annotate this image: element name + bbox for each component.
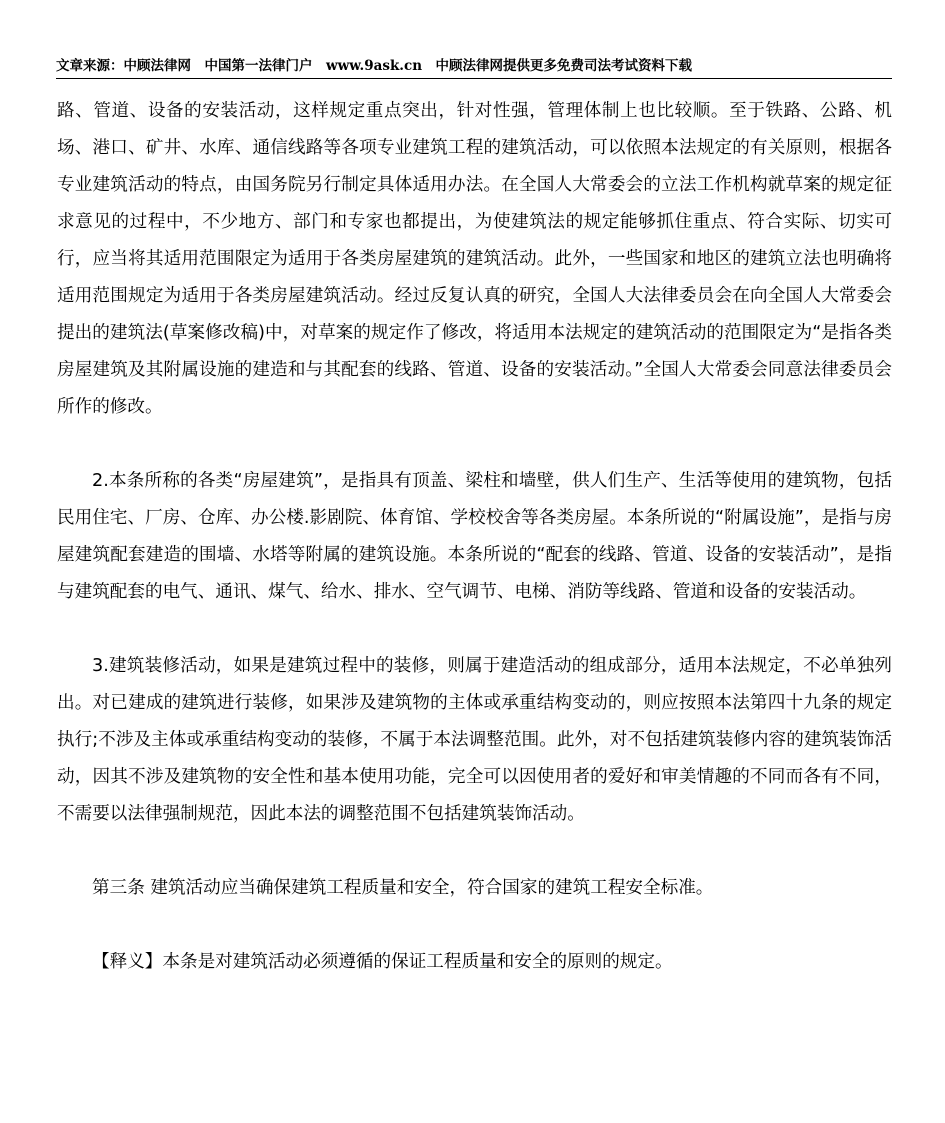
document-body — [57, 93, 892, 981]
source-attribution-text: 文章来源：中顾法律网 中国第一法律门户 www.9ask.cn 中顾法律网提供更多免费司法考试资料下载 — [56, 58, 693, 74]
page-header — [56, 56, 892, 79]
paragraph-gap — [57, 611, 892, 648]
paragraph-continuation: 路、管道、设备的安装活动，这样规定重点突出，针对性强，管理体制上也比较顺。至于铁路、公路、机场、港口、矿井、水库、通信线路等各项专业建筑工程的建筑活动，可以依照本法规定的有关原则，根据各专业建筑活动的特点，由国务院另行制定具体适用办法。在全国人大常委会的立法工作机构就草案的规定征求意见的过程中，不少地方、部门和专家也都提出，为使建筑法的规定能够抓住重点、符合实际、切实可行，应当将其适用范围限定为适用于各类房屋建筑的建筑活动。此外，一些国家和地区的建筑立法也明确将适用范围规定为适用于各类房屋建筑活动。经过反复认真的研究，全国人大法律委员会在向全国人大常委会提出的建筑法(草案修改稿)中，对草案的规定作了修改，将适用本法规定的建筑活动的范围限定为“是指各类房屋建筑及其附属设施的建造和与其配套的线路、管道、设备的安装活动。”全国人大常委会同意法律委员会所作的修改。 — [57, 101, 892, 417]
paragraph-item-3: 3.建筑装修活动，如果是建筑过程中的装修，则属于建造活动的组成部分，适用本法规定，不必单独列出。对已建成的建筑进行装修，如果涉及建筑物的主体或承重结构变动的，则应按照本法第四十九条的规定执行;不涉及主体或承重结构变动的装修，不属于本法调整范围。此外，对不包括建筑装修内容的建筑装饰活动，因其不涉及建筑物的安全性和基本使用功能，完全可以因使用者的爱好和审美情趣的不同而各有不同，不需要以法律强制规范，因此本法的调整范围不包括建筑装饰活动。 — [57, 656, 892, 824]
paragraph-gap — [57, 833, 892, 870]
paragraph-gap — [57, 426, 892, 463]
paragraph-gap — [57, 907, 892, 944]
article-three-interpretation: 【释义】本条是对建筑活动必须遵循的保证工程质量和安全的原则的规定。 — [92, 952, 673, 972]
article-three: 第三条 建筑活动应当确保建筑工程质量和安全，符合国家的建筑工程安全标准。 — [92, 878, 714, 898]
paragraph-item-2: 2.本条所称的各类“房屋建筑”，是指具有顶盖、梁柱和墙壁，供人们生产、生活等使用的建筑物，包括民用住宅、厂房、仓库、办公楼.影剧院、体育馆、学校校舍等各类房屋。本条所说的“附属设施”，是指与房屋建筑配套建造的围墙、水塔等附属的建筑设施。本条所说的“配套的线路、管道、设备的安装活动”，是指与建筑配套的电气、通讯、煤气、给水、排水、空气调节、电梯、消防等线路、管道和设备的安装活动。 — [57, 471, 892, 602]
